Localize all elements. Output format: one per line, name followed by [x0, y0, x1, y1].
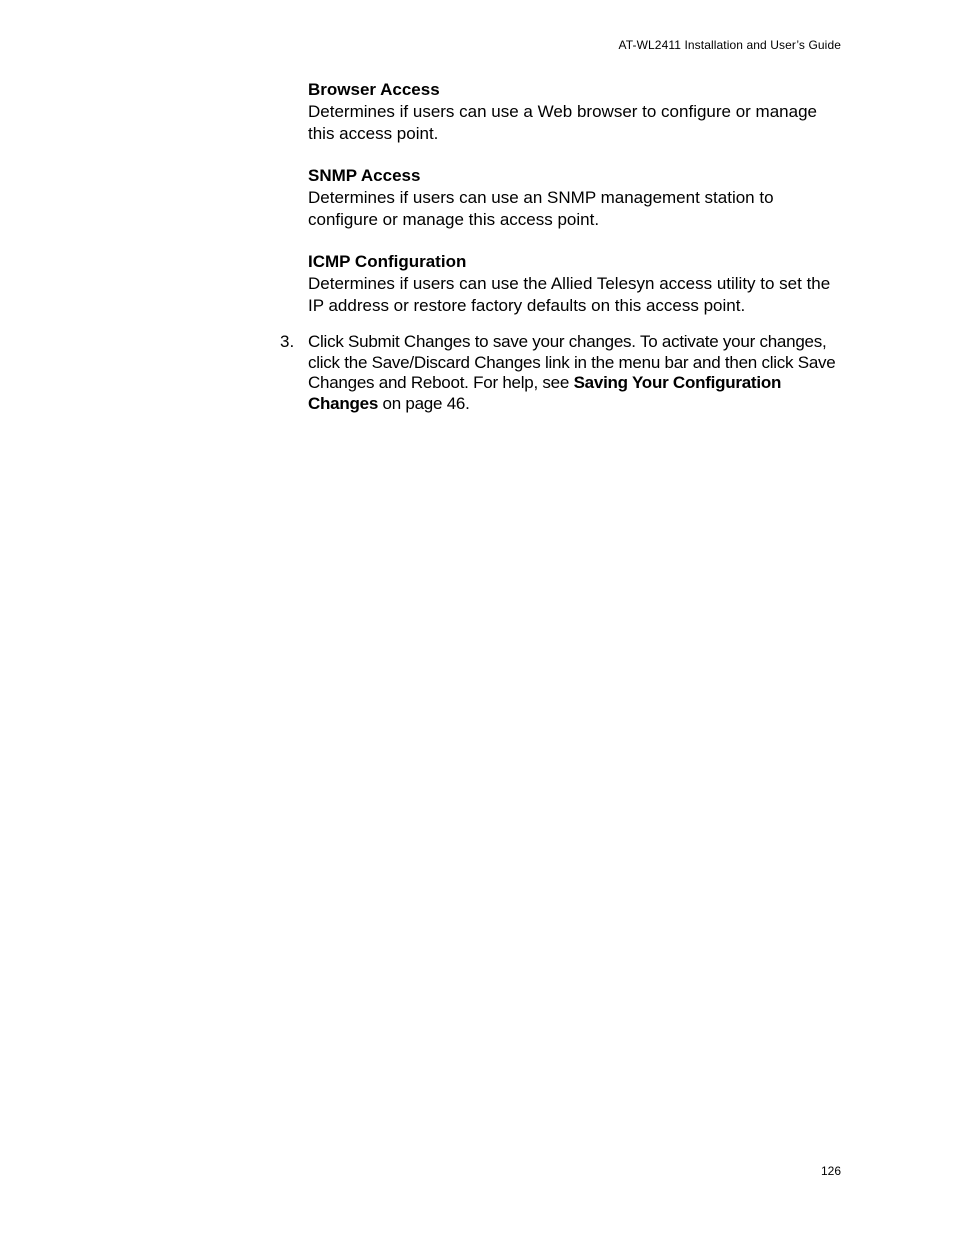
cross-reference-link[interactable]: Saving Your Configuration Changes	[308, 373, 782, 413]
field-description: Determines if users can use the Allied Telesyn access utility to set the IP address or restore factory defaults on this access point.	[308, 274, 831, 315]
running-header: AT-WL2411 Installation and User’s Guide	[618, 38, 841, 52]
field-snmp-access	[308, 165, 848, 231]
field-descriptions	[308, 79, 848, 337]
field-browser-access	[308, 79, 848, 145]
field-icmp-configuration	[308, 251, 848, 317]
step-text-before: Click Submit Changes to save your changes. To activate your changes, click the Save/Discard Changes link in the menu bar and then click Save Changes and Reboot. For help, see	[308, 332, 836, 392]
field-description: Determines if users can use a Web browser to configure or manage this access point.	[308, 102, 817, 143]
step-text	[308, 332, 848, 414]
step-text-after: on page 46.	[378, 393, 470, 413]
field-title: ICMP Configuration	[308, 252, 467, 271]
field-title: Browser Access	[308, 80, 440, 99]
field-description: Determines if users can use an SNMP management station to configure or manage this access point.	[308, 188, 774, 229]
page-number: 126	[820, 1164, 841, 1178]
step-number: 3.	[280, 332, 295, 351]
field-title: SNMP Access	[308, 166, 421, 185]
